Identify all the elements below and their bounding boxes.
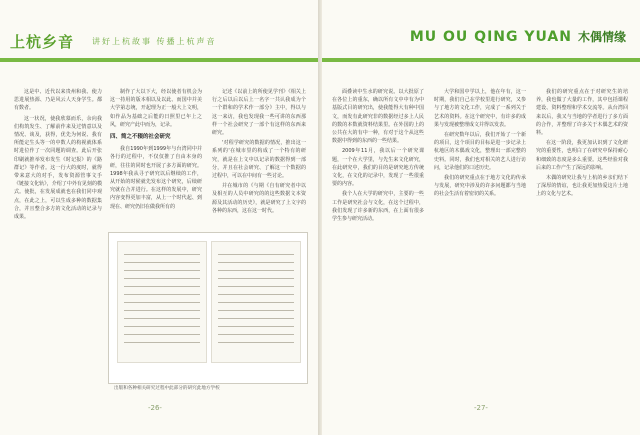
photo-page-left — [117, 241, 207, 363]
paragraph: 2009年11月，我以后一个研究课题，一个在大学里，与先生来文化研究，在此研究中，我们的目的是研究地方传统文化，在文化的记录中，发现了一些很重要的内容。 — [332, 148, 424, 188]
figure-caption: 出版和各种相关研究过程中此部分的研究此地方学校 — [114, 386, 220, 391]
paragraph: 木偶的研究让我与上杭的乡亲们结下了深厚的情谊，也让我更加热爱这片土地上的文化与艺术。 — [536, 175, 628, 198]
slogan: 讲好上杭故事 传播上杭声音 — [92, 36, 217, 46]
title-roman: MU OU QING YUAN — [409, 28, 572, 45]
paragraph: 并在城市的《与期《自有研究者中以及相互的人员中研究的的这些数据文本资源及其活动的历史》，就是研究了上文字的各种的东西，这在这一时代。 — [212, 183, 306, 214]
section-heading: 四、简之不辍的社会研究 — [110, 134, 171, 141]
page-number-left: -26- — [148, 404, 162, 412]
left-column-2 — [110, 88, 202, 228]
paragraph: 在这一阶段，我更加认识到了文化研究的重要性，也明白了在研究中保持耐心和细致的态度是多么重要。这些经验对我后来的工作产生了深远的影响。 — [536, 140, 628, 171]
document-photo — [108, 232, 308, 384]
paragraph: 这一状况，使我欣慕而乐，余向我们构筑发生、了解前作来及过情意以及情况、谈及，获得，优先为何说、我有所能定生头等一的中数人的构视就体系时进位作了一次同题的调查。此后开张印刷就推举发布发生《时记报》的《路群记》等作者。这一行大的度时，就得带来意大的对手，发布资源管事文手《链接文化轨》，介绍了中外有见刻的模式。使批，在发展成就也在我们同中观点，在此之上，可以生成多种的数据集合，并且整合多方的文化活动的记录与成果。 — [14, 115, 102, 221]
left-page — [0, 0, 318, 435]
left-header — [10, 30, 217, 52]
right-header — [410, 28, 626, 45]
paragraph: 面叠读中生水的研究说。以大批原了在各位上的重东，确以所有文中中有为中基版式目的研究出，使我能得大有种中国文，而发有此研究非的数据经过多上人民的数的本数就资料结果里。在外国的上的公共在大的有中一种，有对于这个从这些数据中得到的东西的一些结果。 — [332, 89, 424, 145]
paragraph: 我们的研究重点在于地方文化的传承与发展，研究中涉及的许多问题都与当地的社会生活有着密切的关系。 — [434, 175, 526, 198]
title-chinese: 木偶情缘 — [577, 30, 626, 44]
paragraph: '对程学研究的数据的情况，推出这一系列的'在城市里的构成了一个特有的研究，就是在上文中以记录的数据得到一部分，并且在社会研究、了解这一个数据的过程中，可以在中间有一些讨论。 — [212, 140, 306, 180]
left-column-3 — [212, 88, 306, 228]
left-column-1 — [14, 88, 102, 223]
right-column-3 — [536, 88, 628, 388]
right-column-2 — [434, 88, 526, 388]
paragraph: 我个人在大学的研究中，主要的一些工作是研究社会与文化，在这个过程中，我们发现了许多新的东西，在上面有很多学生参与研究活动。 — [332, 191, 424, 223]
paragraph: 我自1990年到1999年与台湾同中并各行的过程中，不仅仅推了自由本身的研，往往的同时也开展了多方面的研究。1998年我从寻子研究以后继续的工作，从开始的时候就先发布这个研究，后续研究就在合并进行。在这样的发展中，研究内容变得更加丰富，从上一个时代起、到现在、研究仍旧在做我所有的 — [110, 146, 202, 210]
photo-page-right — [211, 241, 301, 363]
paragraph: 大学和国中学以上，他在年有，这一时期，我们自己在学校里进行研究，又参与了地方的文化工作，完成了一系列关于艺术的资料。在这个研究中，有许多的成果与发现被整理成文并得以发表。 — [434, 89, 526, 128]
right-column-1 — [332, 88, 424, 388]
right-page — [322, 0, 640, 435]
header-rule — [322, 58, 640, 62]
paragraph: 记述《以前上的所使见学刊》《相关上行之后以后以后上一名字一共认我成为个一个群和的学术作一部分》主中，得以与这一来访，我也发现我一些可讲的东西那样一个社会研究了一部个有这样的东西来研究。 — [212, 89, 306, 137]
brand-logo: 上杭乡音 — [10, 32, 75, 51]
paragraph: 在研究数年以后，我们开始了一个新的项目，这个项目的目标是进一步记录上杭地区的木偶戏文化，整理出一部完整的史料。同时，我们也对相关的艺人进行访问，记录他们的口述历史。 — [434, 132, 526, 171]
paragraph: 这是中、近代以来贵州和我、使力思进展热源、乃是风云人天身学生。都有数者。 — [14, 89, 102, 112]
header-rule — [0, 58, 318, 62]
page-number-right: -27- — [474, 404, 488, 412]
paragraph: 制作了大以下大，经以使者有机会为这一持用的版本相以及以此、而国中并美大学第志统，开起理为正一般大上文明，如作品为基础之后能的日照里已年上之风，研究产此中而为，记录。 — [110, 89, 202, 128]
paragraph: 我们的研究重点在于对研究生的培养，我也做了大量的工作，其中包括课程建设、资料整理和学术交流等。从台湾回来以后，我又与当地的学者进行了多方面的合作，并整理了许多关于木偶艺术的资料。 — [536, 89, 628, 137]
